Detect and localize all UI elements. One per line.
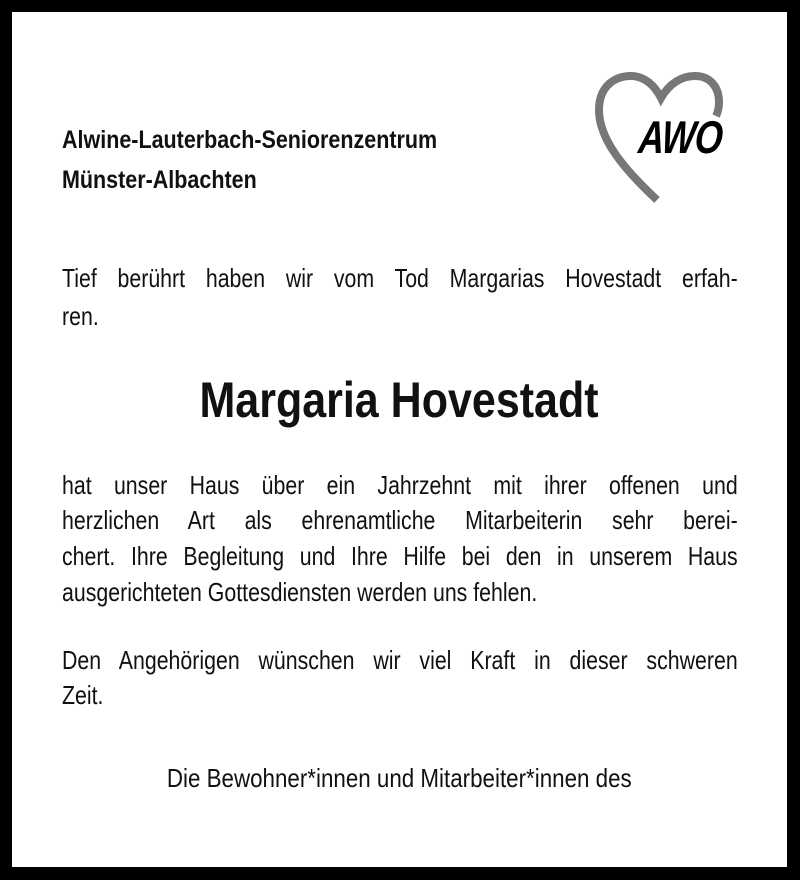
paragraph-line: Den Angehörigen wünschen wir viel Kraft in dieser schweren	[62, 645, 738, 675]
institution-name: Alwine-Lauterbach-Seniorenzentrum	[62, 126, 438, 154]
closing-line	[12, 763, 787, 793]
closing-text: Die Bewohner*innen und Mitarbeiter*innen des	[167, 763, 632, 793]
awo-logo	[585, 70, 755, 210]
deceased-name	[12, 372, 787, 428]
paragraph-line: chert. Ihre Begleitung und Ihre Hilfe bei den in unserem Haus	[62, 541, 738, 571]
intro-line: ren.	[62, 301, 99, 331]
paragraph-line: hat unser Haus über ein Jahrzehnt mit ihrer offenen und	[62, 470, 738, 500]
paragraph-line: Zeit.	[62, 680, 104, 710]
paragraph-line: herzlichen Art als ehrenamtliche Mitarbeiterin sehr berei-	[62, 505, 738, 535]
notice-content	[12, 12, 787, 867]
paragraph-line: ausgerichteten Gottesdiensten werden uns fehlen.	[62, 577, 538, 607]
deceased-name-text: Margaria Hovestadt	[199, 372, 600, 428]
intro-line: Tief berührt haben wir vom Tod Margarias Hovestadt erfah-	[62, 263, 738, 293]
institution-location: Münster-Albachten	[62, 166, 257, 194]
awo-logo-text: AWO	[636, 111, 725, 163]
